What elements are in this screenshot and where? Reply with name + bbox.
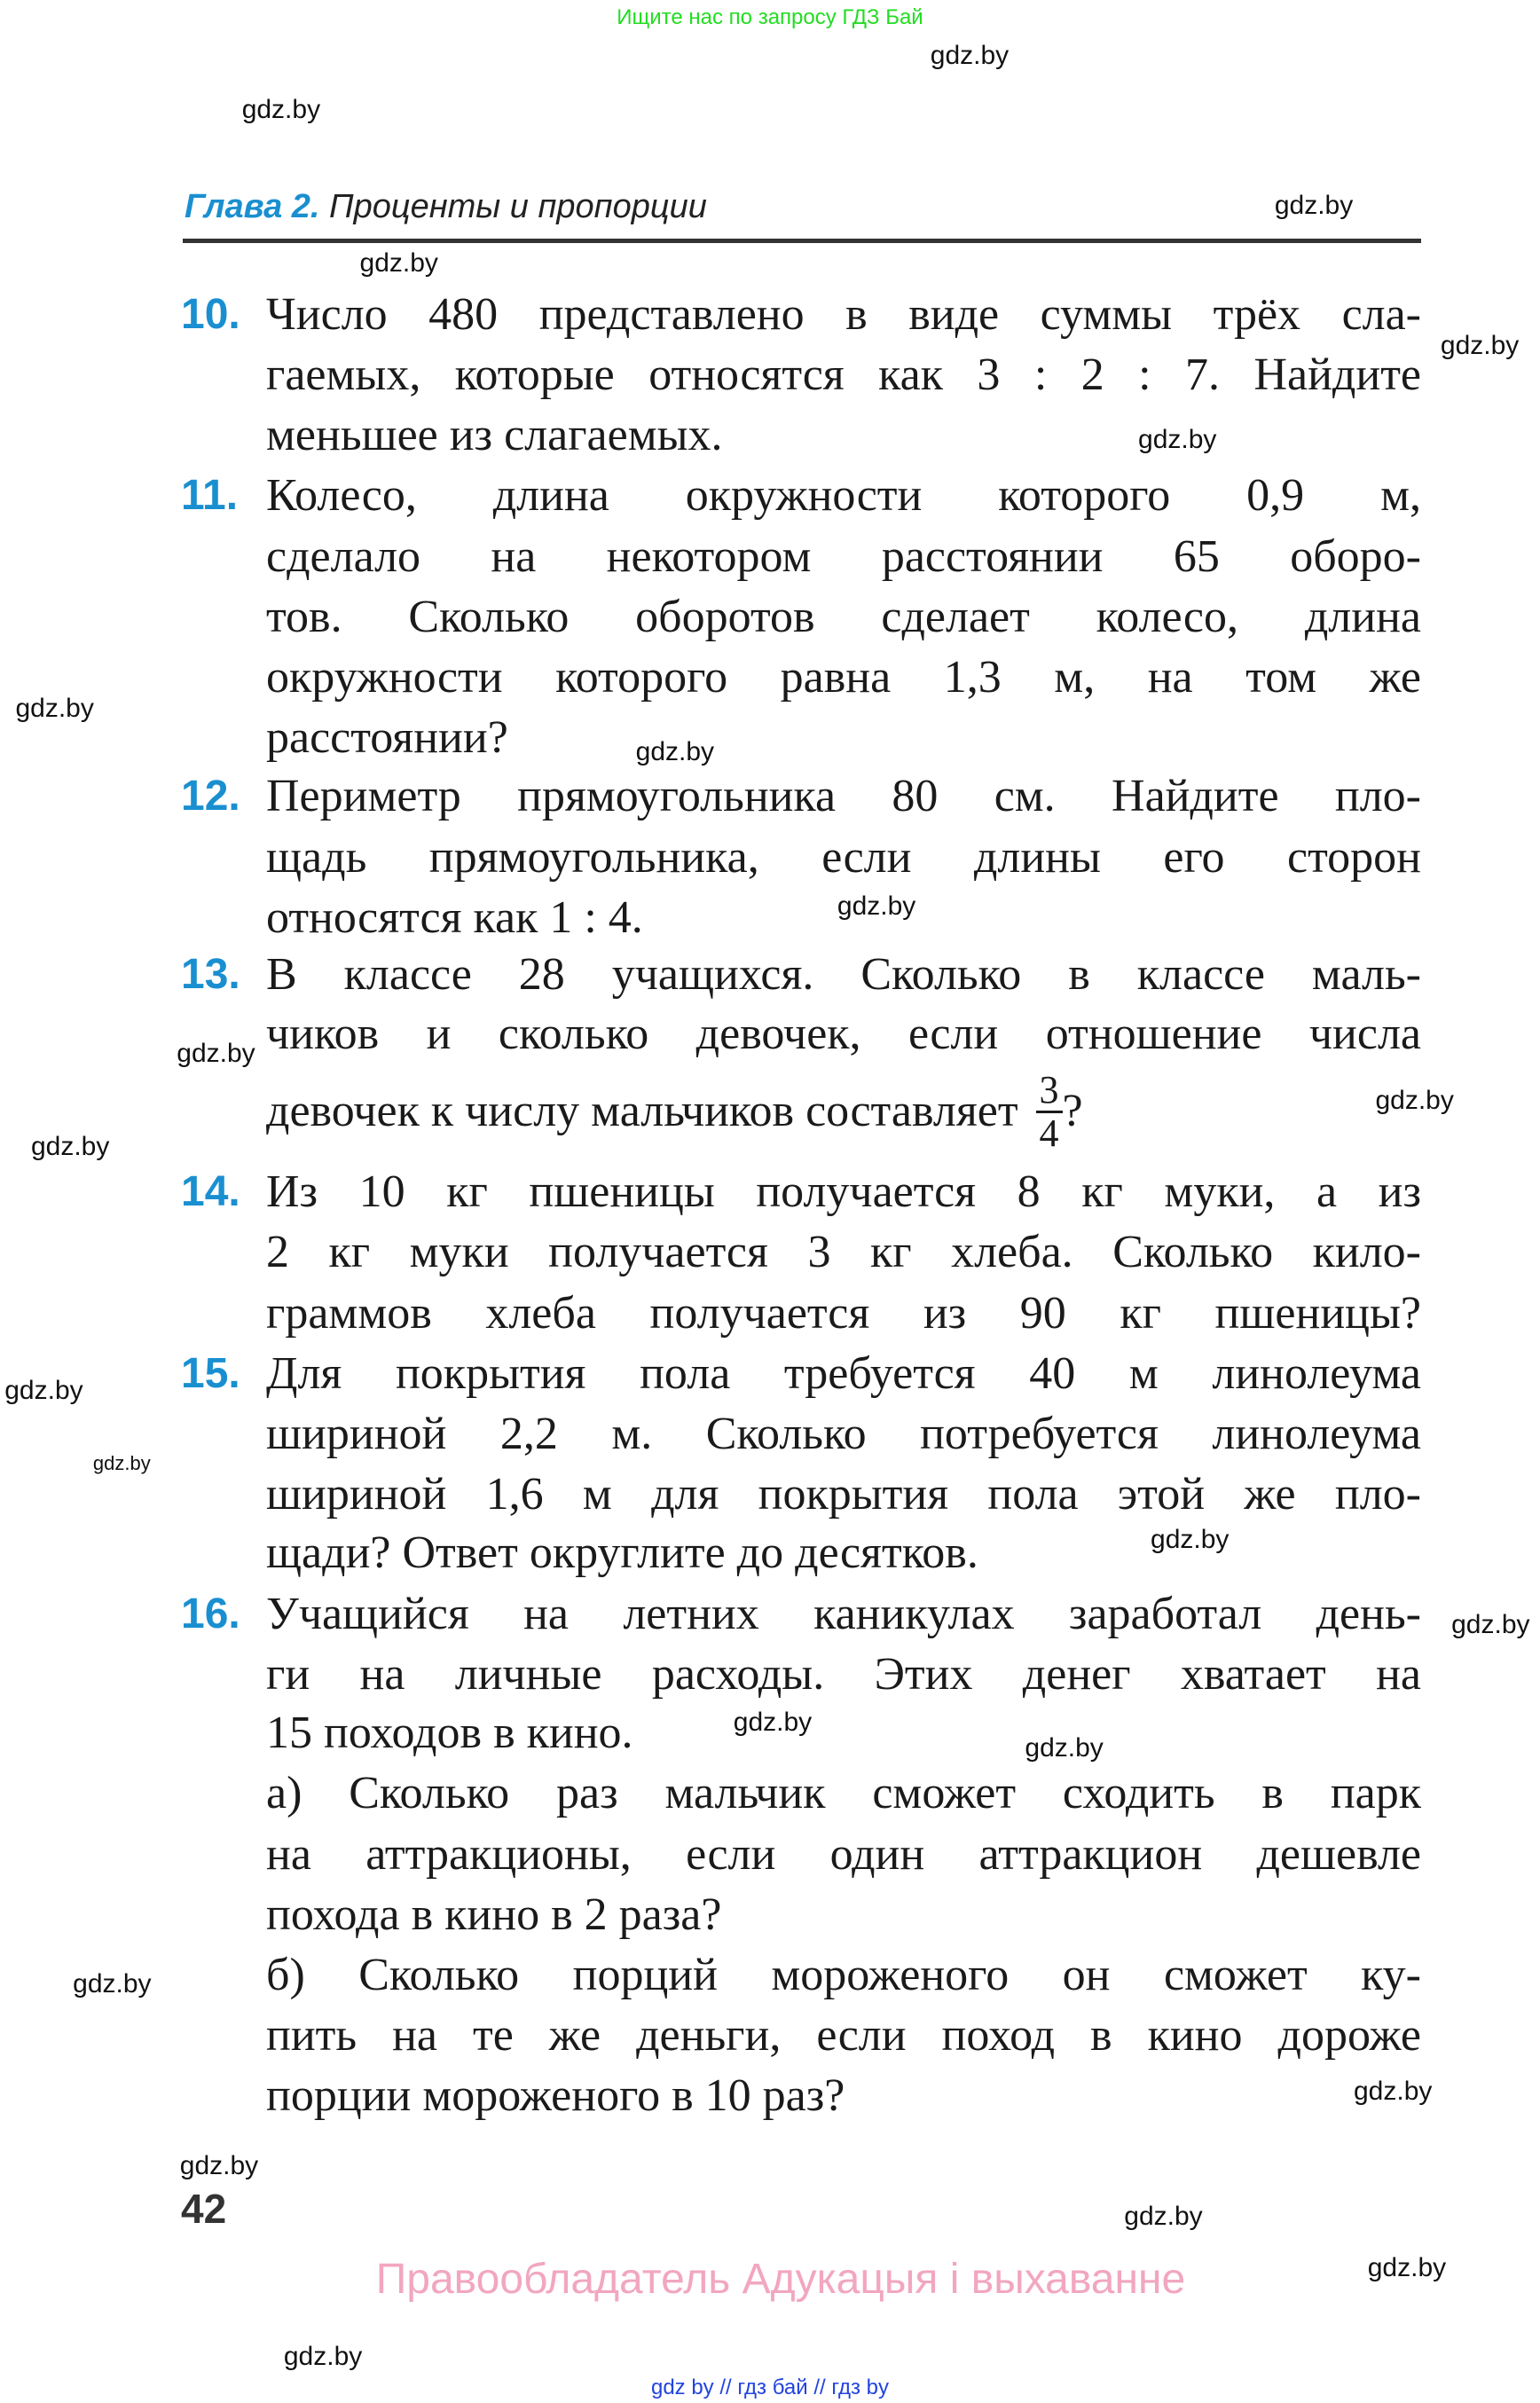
problem-text-line: расстоянии? bbox=[266, 712, 508, 764]
watermark: gdz.by bbox=[177, 1039, 255, 1069]
watermark: gdz.by bbox=[1151, 1524, 1230, 1554]
problem-text-line: относятся как 1 : 4. bbox=[266, 891, 643, 943]
watermark: gdz.by bbox=[733, 1707, 813, 1737]
fraction-denominator: 4 bbox=[1039, 1111, 1059, 1155]
problem-text-line: похода в кино в 2 раза? bbox=[266, 1889, 722, 1940]
watermark: gdz.by bbox=[837, 891, 916, 922]
watermark: gdz.by bbox=[1274, 191, 1354, 221]
problem-text-line: В классе 28 учащихся. Сколько в классе маль- bbox=[266, 949, 1421, 1001]
watermark: gdz.by bbox=[92, 1452, 151, 1475]
fraction bbox=[1036, 1067, 1063, 1155]
problem-text-line: меньшее из слагаемых. bbox=[266, 410, 723, 461]
page-number: 42 bbox=[181, 2186, 227, 2232]
problem-number: 15. bbox=[181, 1349, 240, 1397]
problem-text-line: порции мороженого в 10 раз? bbox=[266, 2070, 845, 2122]
watermark: gdz.by bbox=[1440, 330, 1520, 360]
problem-text-line: б) Сколько порций мороженого он сможет ку- bbox=[266, 1949, 1421, 2000]
problem-text-line: 15 походов в кино. bbox=[266, 1708, 633, 1759]
problem-text-line: Из 10 кг пшеницы получается 8 кг муки, а из bbox=[266, 1166, 1421, 1218]
problem-text-line: ги на личные расходы. Этих денег хватает на bbox=[266, 1648, 1421, 1700]
watermark: gdz.by bbox=[15, 693, 94, 723]
problem-text-line: Периметр прямоугольника 80 см. Найдите пло- bbox=[266, 771, 1421, 822]
problem-text-line: Учащийся на летних каникулах заработал день- bbox=[266, 1588, 1421, 1639]
watermark: gdz.by bbox=[283, 2341, 363, 2371]
header-rule bbox=[183, 239, 1421, 243]
problem-text-line: щади? Ответ округлите до десятков. bbox=[266, 1527, 978, 1579]
watermark: gdz.by bbox=[4, 1375, 83, 1405]
problem-text-line: щадь прямоугольника, если длины его сторон bbox=[266, 831, 1421, 883]
problem-text-line: Для покрытия пола требуется 40 м линолеума bbox=[266, 1347, 1421, 1399]
watermark: gdz.by bbox=[1451, 1609, 1530, 1639]
problem-text-line: шириной 2,2 м. Сколько потребуется линолеума bbox=[266, 1408, 1421, 1459]
problem-text-line bbox=[266, 1067, 1421, 1155]
watermark: gdz.by bbox=[1367, 2253, 1447, 2283]
footer-links: gdz by // гдз бай // гдз by bbox=[650, 2376, 890, 2399]
problem-text-line: а) Сколько раз мальчик сможет сходить в парк bbox=[266, 1768, 1421, 1819]
watermark: gdz.by bbox=[241, 94, 321, 124]
watermark: gdz.by bbox=[1025, 1733, 1104, 1763]
watermark: gdz.by bbox=[359, 247, 438, 278]
problem-text-line: сделало на некотором расстоянии 65 оборо- bbox=[266, 530, 1421, 582]
top-banner: Ищите нас по запросу ГДЗ Бай bbox=[617, 5, 923, 29]
watermark: gdz.by bbox=[1354, 2076, 1433, 2106]
chapter-header bbox=[185, 188, 707, 226]
problem-number: 12. bbox=[181, 773, 240, 821]
problem-number: 14. bbox=[181, 1168, 240, 1216]
problem-number: 16. bbox=[181, 1590, 240, 1637]
problem-number: 10. bbox=[181, 290, 240, 338]
question-mark: ? bbox=[1062, 1086, 1083, 1137]
problem-text-line: окружности которого равна 1,3 м, на том же bbox=[266, 651, 1421, 703]
problem-text-line: 2 кг муки получается 3 кг хлеба. Сколько кило- bbox=[266, 1227, 1421, 1278]
watermark: gdz.by bbox=[73, 1969, 152, 1999]
watermark: gdz.by bbox=[635, 736, 715, 766]
problem-text: девочек к числу мальчиков составляет bbox=[266, 1086, 1018, 1137]
chapter-number: Глава 2. bbox=[185, 188, 320, 225]
problem-text-line: граммов хлеба получается из 90 кг пшеницы? bbox=[266, 1287, 1421, 1339]
watermark: gdz.by bbox=[1375, 1085, 1454, 1115]
watermark: gdz.by bbox=[30, 1132, 110, 1162]
fraction-numerator: 3 bbox=[1036, 1070, 1063, 1113]
problem-number: 11. bbox=[181, 472, 239, 520]
watermark: gdz.by bbox=[179, 2150, 259, 2180]
problem-text-line: тов. Сколько оборотов сделает колесо, длина bbox=[266, 591, 1421, 642]
copyright-footer: Правообладатель Адукацыя і выхаванне bbox=[375, 2256, 1186, 2303]
problem-text-line: гаемых, которые относятся как 3 : 2 : 7. Найдите bbox=[266, 349, 1421, 401]
watermark: gdz.by bbox=[1138, 425, 1217, 455]
problem-number: 13. bbox=[181, 951, 240, 999]
problem-text-line: шириной 1,6 м для покрытия пола этой же пло- bbox=[266, 1469, 1421, 1520]
watermark: gdz.by bbox=[930, 40, 1010, 70]
chapter-title: Проценты и пропорции bbox=[329, 188, 707, 225]
watermark: gdz.by bbox=[1124, 2202, 1203, 2232]
problem-text-line: Число 480 представлено в виде суммы трёх сла- bbox=[266, 288, 1421, 340]
problem-text-line: на аттракционы, если один аттракцион дешевле bbox=[266, 1828, 1421, 1880]
problem-text-line: чиков и сколько девочек, если отношение числа bbox=[266, 1008, 1421, 1059]
problem-text-line: Колесо, длина окружности которого 0,9 м, bbox=[266, 470, 1421, 522]
problem-text-line: пить на те же деньги, если поход в кино дороже bbox=[266, 2010, 1421, 2061]
